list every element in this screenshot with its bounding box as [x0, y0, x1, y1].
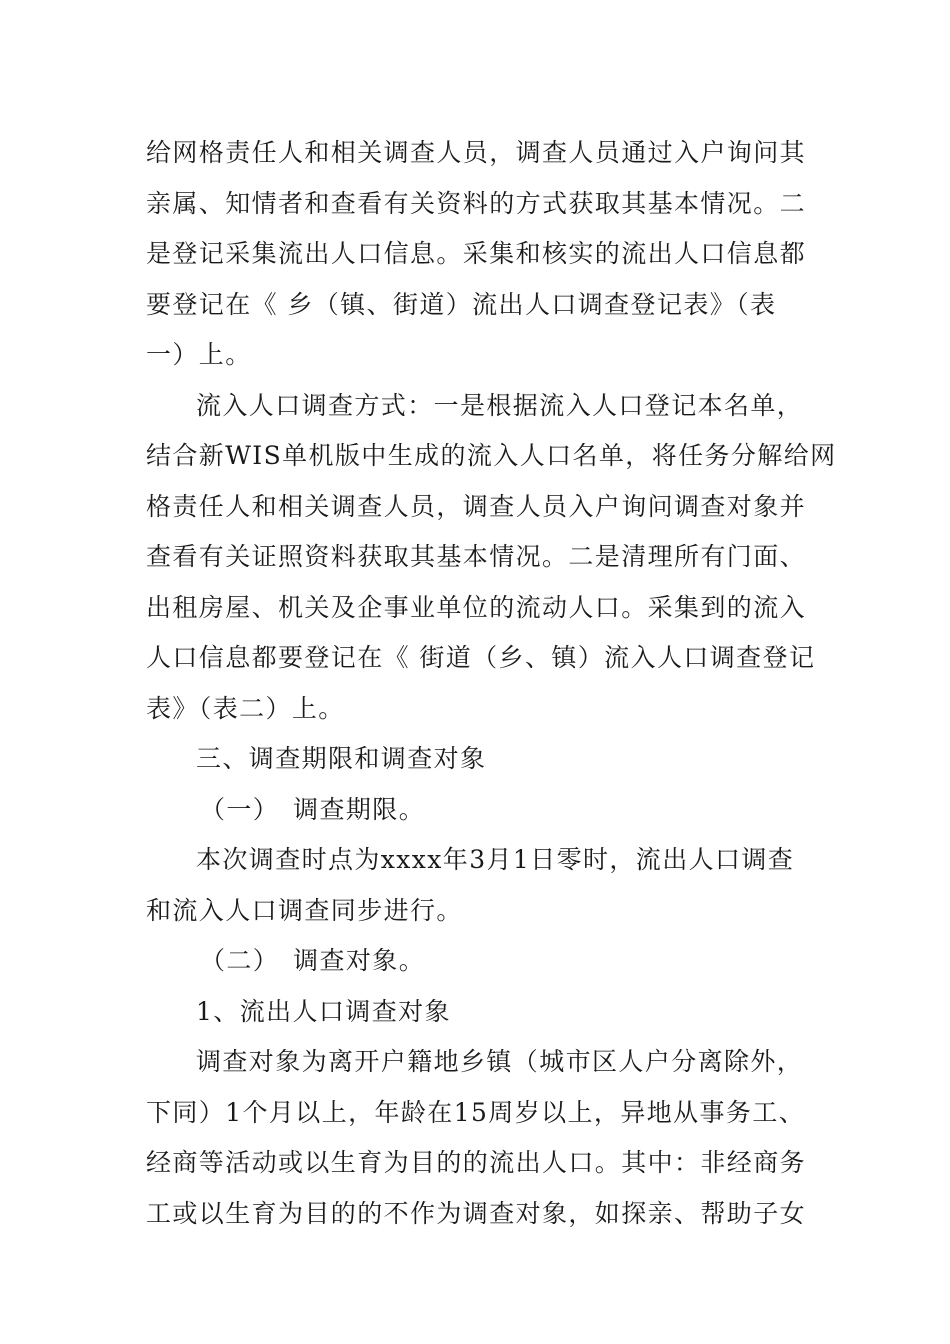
body-text — [146, 128, 837, 1239]
text-line: 是登记采集流出人口信息。采集和核实的流出人口信息都 — [146, 239, 807, 268]
text-line: 给网格责任人和相关调查人员，调查人员通过入户询问其 — [146, 138, 807, 167]
text-line: 经商等活动或以生育为目的的流出人口。其中：非经商务 — [146, 1148, 807, 1177]
text-line: 亲属、知情者和查看有关资料的方式获取其基本情况。二 — [146, 188, 807, 218]
text-line: 结合新WIS单机版中生成的流入人口名单，将任务分解给网 — [146, 441, 837, 470]
text-line: 下同）1个月以上，年龄在15周岁以上，异地从事务工、 — [146, 1097, 806, 1127]
section-heading: 三、调查期限和调查对象 — [196, 744, 487, 773]
item-heading: 1、流出人口调查对象 — [196, 996, 451, 1026]
subsection-heading: （二） 调查对象。 — [200, 946, 426, 975]
text-line: 格责任人和相关调查人员，调查人员入户询问调查对象并 — [146, 491, 807, 521]
text-line: 查看有关证照资料获取其基本情况。二是清理所有门面、 — [146, 542, 807, 571]
paragraph-first-line: 流入人口调查方式：一是根据流入人口登记本名单， — [196, 390, 804, 420]
text-line: 和流入人口调查同步进行。 — [146, 895, 463, 925]
text-line: 一）上。 — [146, 340, 252, 369]
text-line: 表》（表二）上。 — [146, 693, 345, 723]
text-line: 人口信息都要登记在《 街道（乡、镇）流入人口调查登记 — [146, 643, 816, 672]
paragraph-first-line: 调查对象为离开户籍地乡镇（城市区人户分离除外， — [196, 1047, 804, 1076]
subsection-heading: （一） 调查期限。 — [200, 794, 426, 824]
text-line: 要登记在《 乡（镇、街道）流出人口调查登记表》（表 — [146, 289, 777, 319]
paragraph-first-line: 本次调查时点为xxxx年3月1日零时，流出人口调查 — [196, 845, 795, 874]
text-line: 出租房屋、机关及企事业单位的流动人口。采集到的流入 — [146, 592, 807, 622]
text-line: 工或以生育为目的的不作为调查对象，如探亲、帮助子女 — [146, 1198, 807, 1228]
